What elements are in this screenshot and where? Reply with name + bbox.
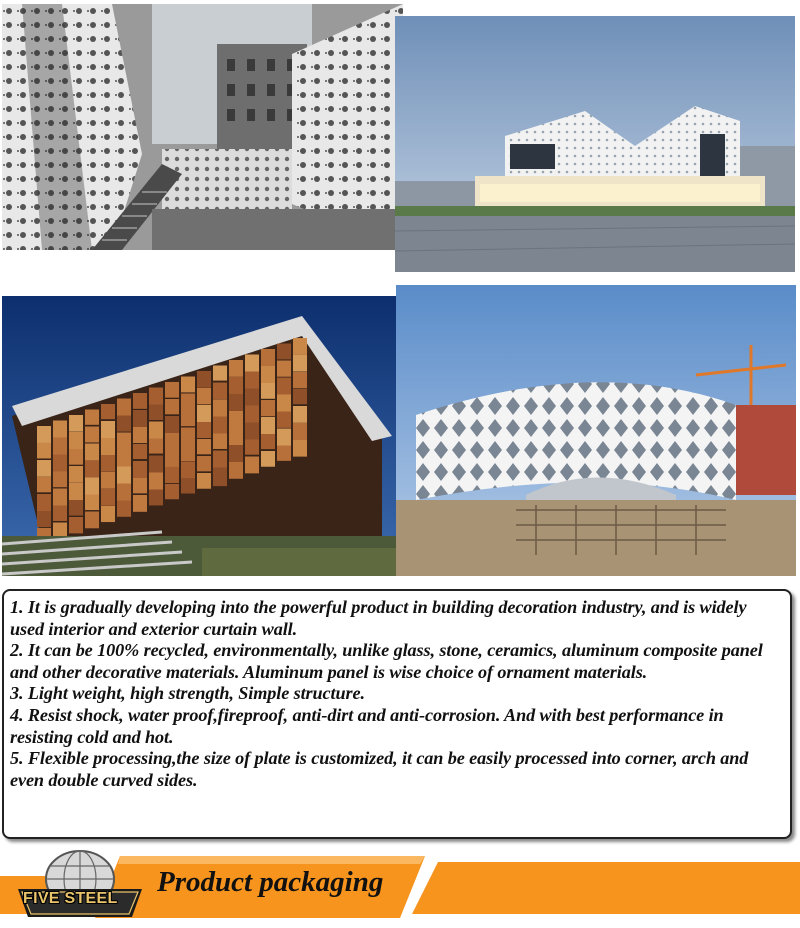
copper-tile <box>133 393 147 409</box>
copper-tile <box>37 477 51 492</box>
logo-text: FIVE STEEL <box>23 890 118 907</box>
copper-tile <box>277 412 291 428</box>
copper-tile <box>245 457 259 474</box>
copper-tile <box>229 462 243 479</box>
copper-tile <box>69 517 83 533</box>
perforated-panel-stairwell-photo <box>2 4 403 250</box>
copper-tile <box>133 410 147 428</box>
copper-tile <box>229 445 243 463</box>
copper-tile <box>165 399 179 414</box>
copper-tile <box>101 489 115 506</box>
copper-tile <box>261 400 275 416</box>
copper-tile <box>101 404 115 419</box>
copper-tile <box>133 427 147 443</box>
copper-tile <box>101 421 115 439</box>
copper-tile <box>181 445 195 462</box>
copper-tile <box>85 478 99 496</box>
copper-tile <box>85 427 99 443</box>
copper-panel-facade-photo <box>2 296 404 576</box>
copper-tile <box>277 429 291 448</box>
copper-tile <box>101 472 115 489</box>
copper-tile <box>69 466 83 483</box>
copper-tile <box>133 461 147 478</box>
copper-tile <box>229 377 243 396</box>
copper-tile <box>197 456 211 471</box>
copper-tile <box>85 410 99 425</box>
copper-tile <box>69 483 83 500</box>
copper-tile <box>149 422 163 441</box>
copper-tile <box>133 444 147 459</box>
copper-tile <box>37 460 51 477</box>
white-perforated-building-dusk-photo <box>395 16 795 272</box>
copper-tile <box>133 495 147 512</box>
copper-tile <box>133 478 147 493</box>
copper-tile <box>213 400 227 417</box>
copper-tile <box>245 355 259 374</box>
feature-item-4: 4. Resist shock, water proof,fireproof, anti-dirt and anti-corrosion. And with best performance in resisting cold and hot. <box>10 704 724 747</box>
copper-tile <box>197 439 211 454</box>
feature-item-2: 2. It can be 100% recycled, environmentally, unlike glass, stone, ceramics, aluminum composite panel and other decorative materials. Aluminum panel is wise choice of ornament materials. <box>10 640 763 682</box>
copper-tile <box>69 449 83 465</box>
features-box <box>2 589 792 839</box>
copper-tile <box>293 338 307 355</box>
copper-tile <box>261 434 275 449</box>
copper-tile <box>149 473 163 491</box>
copper-tile <box>277 361 291 377</box>
copper-tile <box>37 511 51 527</box>
copper-tile <box>293 423 307 442</box>
copper-tile <box>85 512 99 529</box>
feature-item-5: 5. Flexible processing,the size of plate is customized, it can be easily processed into corner, arch and even double curved sides. <box>10 748 749 790</box>
copper-tile <box>53 455 67 472</box>
copper-tile <box>229 394 243 411</box>
copper-tile <box>85 444 99 461</box>
copper-tile <box>245 423 259 442</box>
copper-tile <box>213 383 227 400</box>
copper-tile <box>117 467 131 485</box>
copper-tile <box>165 433 179 451</box>
copper-tile <box>229 411 243 429</box>
copper-tile <box>181 377 195 393</box>
copper-tile <box>181 411 195 427</box>
copper-tile <box>149 439 163 454</box>
copper-tile <box>213 451 227 469</box>
copper-tile <box>213 434 227 449</box>
copper-tile <box>277 344 291 360</box>
copper-tile <box>181 462 195 479</box>
copper-tile <box>53 421 67 438</box>
copper-tile <box>101 506 115 522</box>
copper-tile <box>261 451 275 467</box>
copper-tile <box>277 395 291 413</box>
copper-tile <box>197 405 211 423</box>
copper-tile <box>117 416 131 432</box>
copper-tile <box>117 450 131 469</box>
copper-tile <box>197 388 211 404</box>
copper-tile <box>53 489 67 508</box>
copper-tile <box>69 500 83 516</box>
copper-tile <box>53 438 67 456</box>
copper-tile <box>53 506 67 521</box>
copper-tile <box>261 366 275 384</box>
copper-tile <box>165 467 179 483</box>
copper-tile <box>165 484 179 499</box>
banner-title: Product packaging <box>157 866 384 898</box>
copper-tile <box>277 378 291 395</box>
copper-tile <box>293 440 307 457</box>
copper-tile <box>293 372 307 388</box>
copper-tile <box>117 501 131 517</box>
copper-tile <box>181 428 195 445</box>
copper-tile <box>37 443 51 458</box>
copper-tile <box>229 360 243 377</box>
copper-tile <box>69 432 83 450</box>
copper-tile <box>149 456 163 474</box>
copper-tile <box>213 366 227 381</box>
copper-tile <box>149 388 163 405</box>
copper-tile <box>181 479 195 494</box>
copper-tile <box>165 382 179 398</box>
copper-tile <box>69 415 83 432</box>
copper-tile <box>37 426 51 443</box>
feature-item-3: 3. Light weight, high strength, Simple structure. <box>10 683 365 704</box>
diamond-mesh-round-building-photo <box>396 285 796 576</box>
copper-tile <box>293 406 307 423</box>
copper-tile <box>149 490 163 506</box>
copper-tile <box>229 428 243 445</box>
copper-tile <box>261 417 275 436</box>
copper-tile <box>85 495 99 511</box>
copper-tile <box>101 455 115 472</box>
copper-tile <box>149 405 163 421</box>
copper-tile <box>245 389 259 407</box>
copper-tile <box>165 416 179 433</box>
copper-tile <box>117 433 131 451</box>
copper-tile <box>245 406 259 423</box>
copper-tile <box>197 371 211 388</box>
copper-tile <box>165 450 179 467</box>
copper-tile <box>37 494 51 511</box>
copper-tile <box>261 383 275 399</box>
five-steel-logo <box>10 849 150 924</box>
copper-tile <box>181 394 195 412</box>
copper-tile <box>213 417 227 434</box>
copper-tile <box>261 349 275 367</box>
copper-tile <box>117 399 131 417</box>
copper-tile <box>245 440 259 455</box>
copper-tile <box>245 372 259 390</box>
copper-tile <box>293 355 307 372</box>
copper-tile <box>277 446 291 461</box>
copper-tile <box>197 473 211 489</box>
copper-tile <box>213 468 227 487</box>
copper-tile <box>293 389 307 404</box>
copper-tile <box>85 461 99 478</box>
copper-tile <box>53 472 67 488</box>
copper-tile <box>101 438 115 457</box>
feature-item-1: 1. It is gradually developing into the powerful product in building decoration industry, and is widely used interior and exterior curtain wall. <box>10 597 747 639</box>
copper-tile <box>197 422 211 438</box>
copper-tile <box>117 484 131 501</box>
